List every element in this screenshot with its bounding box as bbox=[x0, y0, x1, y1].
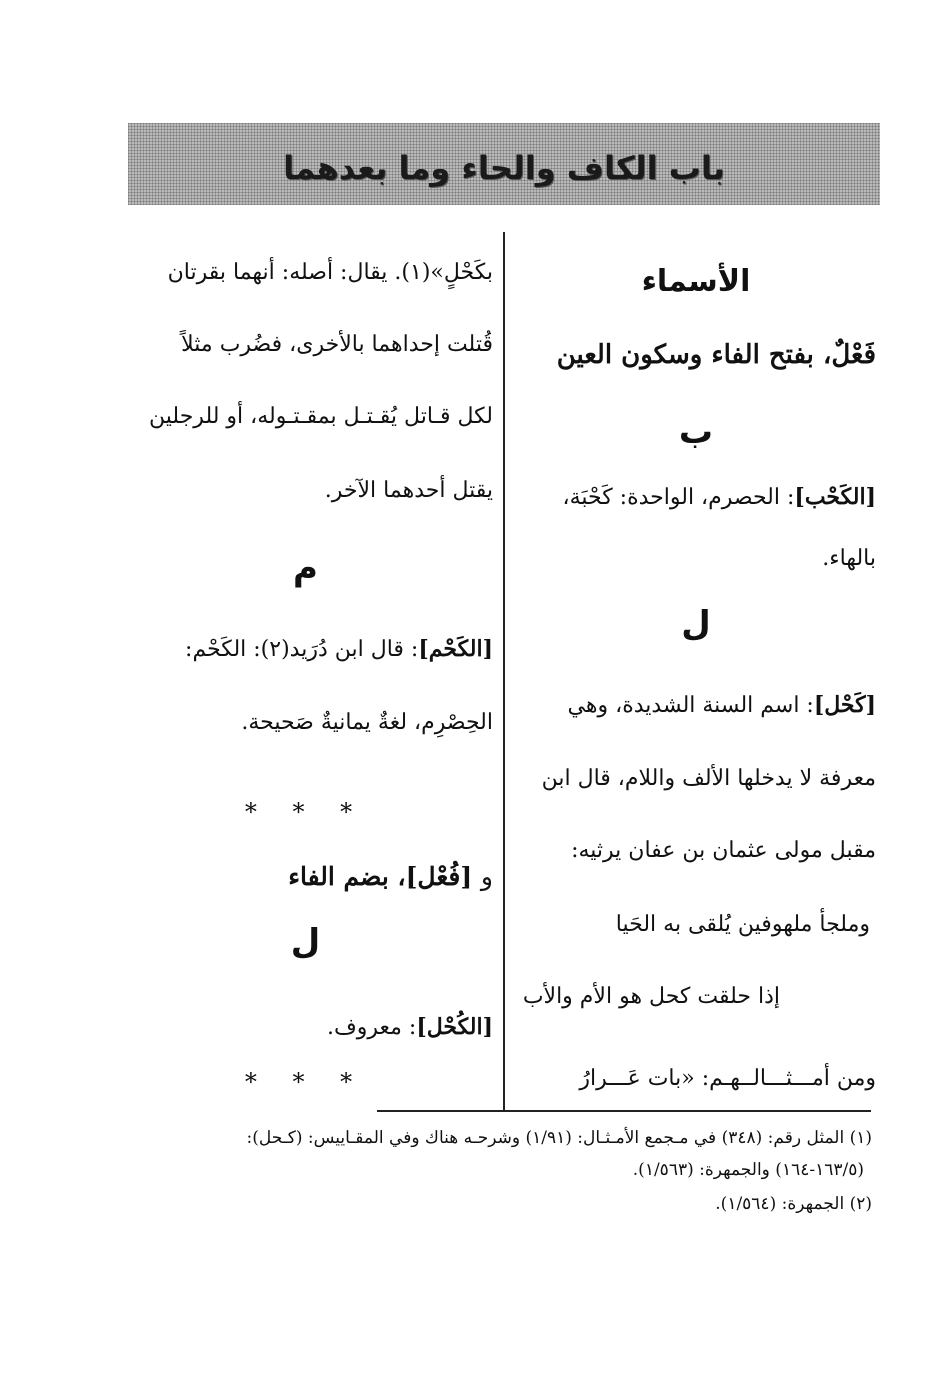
column-divider bbox=[503, 232, 505, 1112]
entry-kahb-line2: بالهاء. bbox=[822, 546, 876, 571]
verse-line-2: إذا حلقت كحل هو الأم والأب bbox=[522, 984, 780, 1009]
letter-heading-b: ب bbox=[678, 412, 714, 452]
subheading-rest: ، بضم الفاء bbox=[288, 862, 406, 891]
entry-kahl-term: [كَحْل] bbox=[813, 692, 876, 718]
entry-kahl-line bbox=[568, 692, 876, 718]
letter-heading-l: ل bbox=[681, 604, 711, 644]
entry-kahm-line bbox=[185, 636, 493, 662]
left-line-1: بكَحْلٍ»(١). يقال: أصله: أنهما بقرتان bbox=[167, 260, 493, 285]
entry-kahl-line2: معرفة لا يدخلها الألف واللام، قال ابن bbox=[541, 766, 876, 791]
entry-kahb-line bbox=[562, 484, 876, 510]
footnote-1-line-1: (١) المثل رقم: (٣٤٨) في مـجمع الأمـثـال: (١/٩١) وشرحـه هناك وفي المقـاييس: (كـحل): bbox=[246, 1128, 872, 1148]
entry-kahl-text: : اسم السنة الشديدة، وهي bbox=[567, 693, 814, 718]
chapter-title: باب الكاف والحاء وما بعدهما bbox=[283, 149, 725, 187]
entry-kahb-term: [الكَحْب] bbox=[794, 484, 876, 510]
entry-kahm-term: [الكَحْم] bbox=[418, 636, 493, 662]
footnote-2: (٢) الجمهرة: (١/٥٦٤). bbox=[715, 1194, 872, 1214]
footnote-1-line-2: (١٦٣/٥-١٦٤) والجمهرة: (١/٥٦٣). bbox=[632, 1160, 864, 1180]
left-line-4: يقتل أحدهما الآخر. bbox=[324, 478, 493, 503]
subheading-term: [فُعْل] bbox=[405, 862, 473, 891]
entry-kahm-line2: الحِصْرِم، لغةٌ يمانيةٌ صَحيحة. bbox=[241, 710, 493, 735]
pattern-subheading: فَعْلٌ، بفتح الفاء وسكون العين bbox=[556, 340, 876, 370]
verse-line-1: وملجأ ملهوفين يُلقى به الحَيا bbox=[615, 912, 870, 937]
section-heading: الأسماء bbox=[641, 264, 751, 299]
pattern-subheading-fuel bbox=[288, 862, 493, 891]
section-divider-stars: * * * bbox=[244, 798, 367, 826]
entry-kuhl-text: : معروف. bbox=[326, 1015, 417, 1040]
left-line-3: لكل قـاتل يُقـتـل بمقـتـوله، أو للرجلين bbox=[149, 404, 493, 429]
section-divider-stars-2: * * * bbox=[244, 1068, 367, 1096]
entry-kahl-line3: مقبل مولى عثمان بن عفان يرثيه: bbox=[571, 838, 876, 863]
entry-kahb-text: : الحصرم، الواحدة: كَحْبَة، bbox=[562, 485, 795, 510]
left-line-2: قُتلت إحداهما بالأخرى، فضُرب مثلاً bbox=[181, 332, 493, 357]
subheading-prefix: و bbox=[480, 862, 493, 891]
letter-heading-m: م bbox=[293, 548, 318, 588]
entry-kahl-line4: ومن أمـــثـــالــهـم: «بات عَـــرارُ bbox=[579, 1066, 876, 1091]
entry-kahm-text: : قال ابن دُرَيد(٢): الكَحْم: bbox=[185, 637, 419, 662]
letter-heading-l-2: ل bbox=[290, 922, 321, 962]
entry-kuhl-line bbox=[327, 1014, 493, 1040]
footnote-rule bbox=[377, 1110, 871, 1112]
chapter-banner bbox=[128, 123, 880, 205]
entry-kuhl-term: [الكُحْل] bbox=[416, 1014, 493, 1040]
